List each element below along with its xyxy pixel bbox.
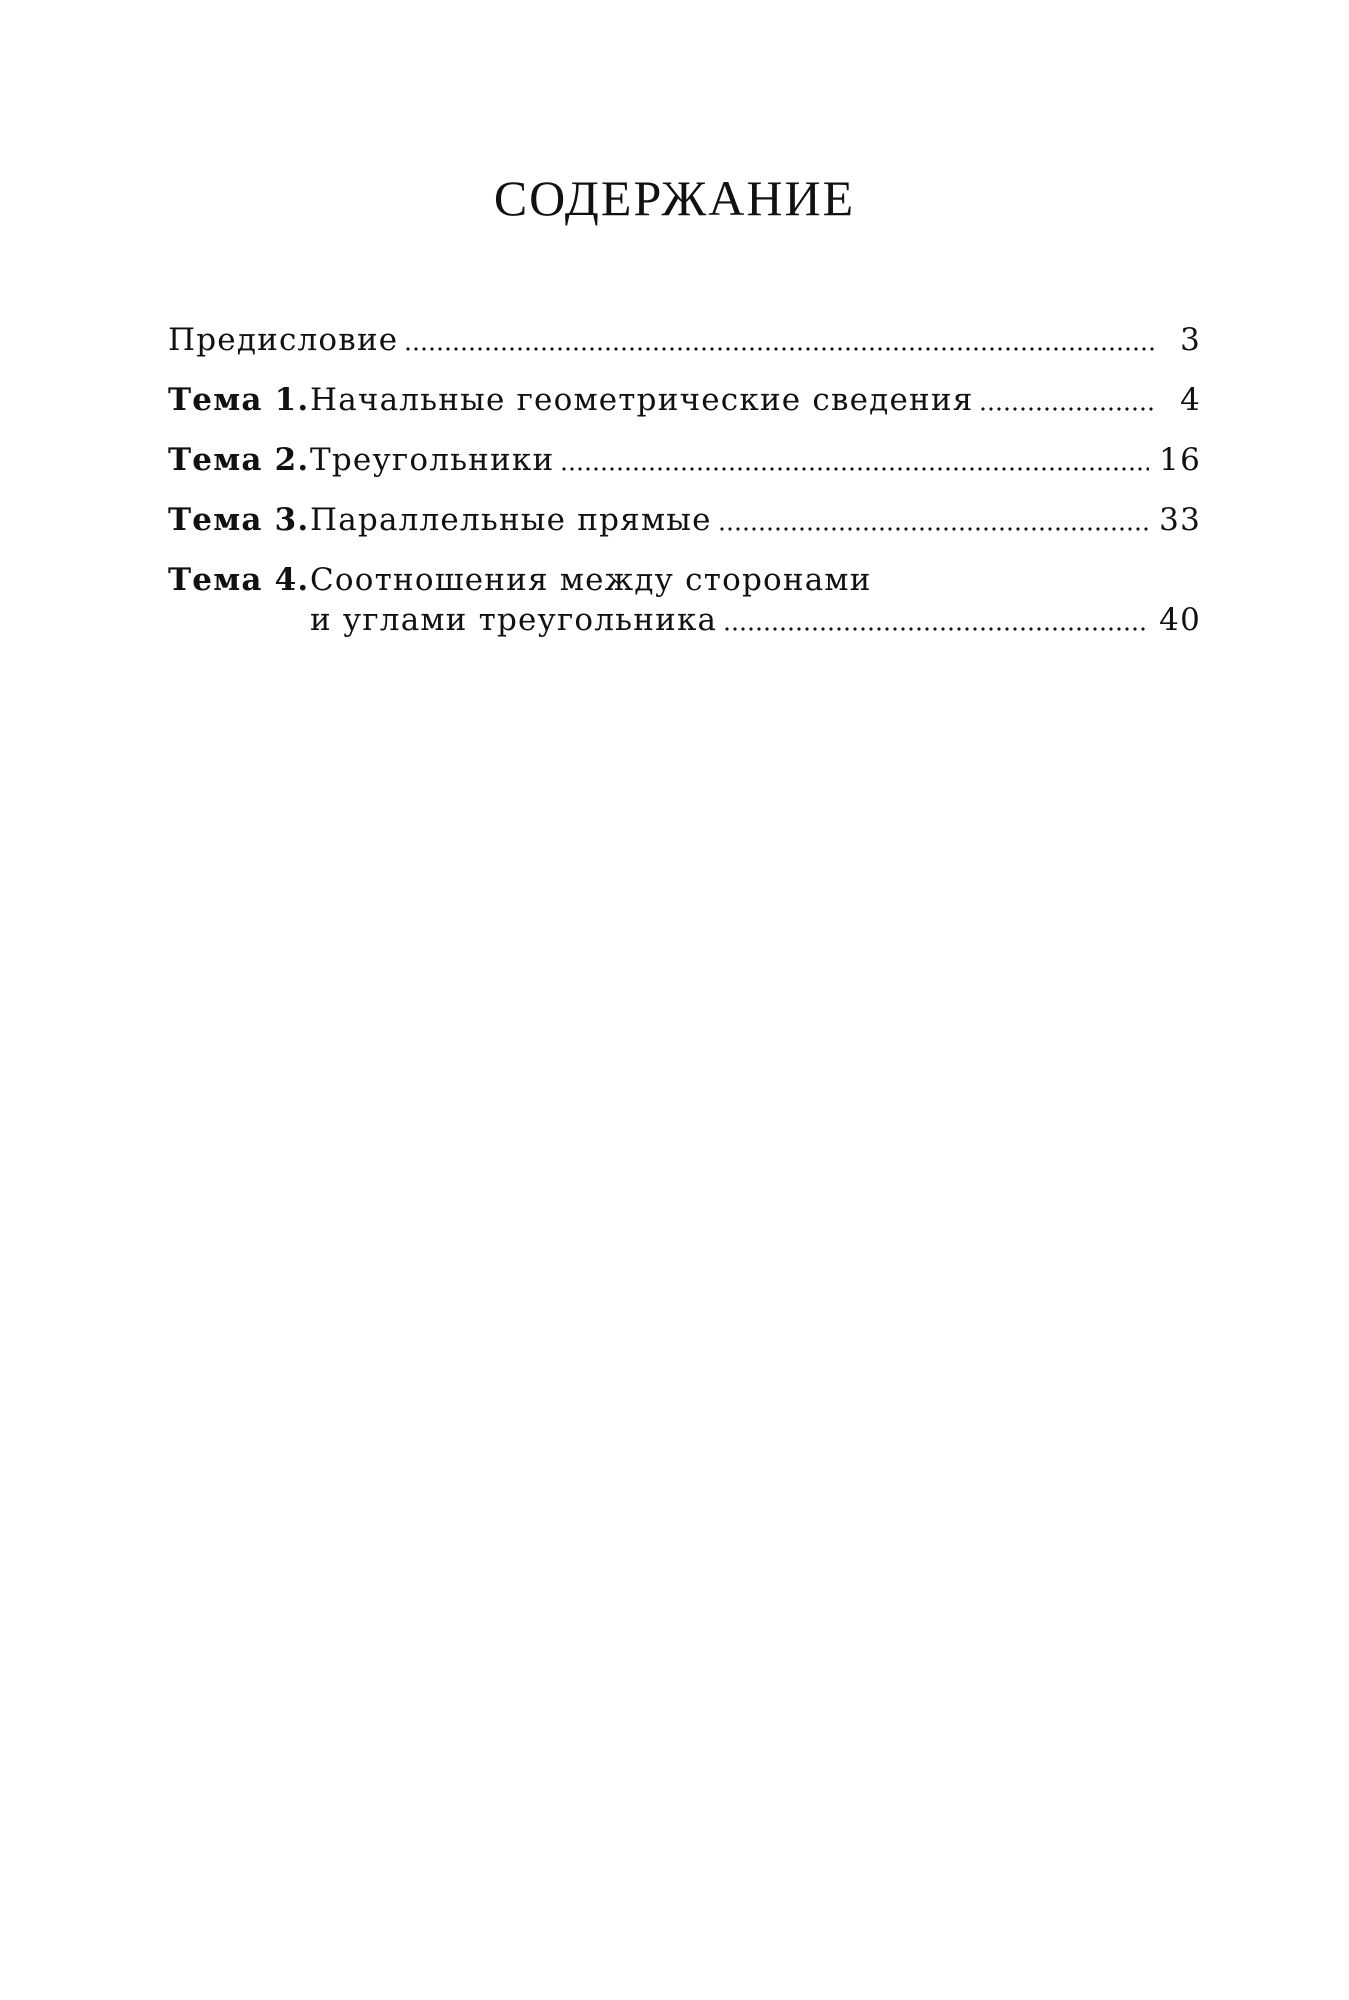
toc-page-number: 16	[1159, 442, 1201, 478]
toc-entry-title-line1: Соотношения между сторонами	[310, 562, 872, 598]
dot-leader	[404, 347, 1155, 351]
topic-number: 4.	[274, 562, 310, 598]
toc-page-number: 3	[1180, 322, 1201, 358]
dot-leader	[723, 627, 1149, 631]
toc-page-number: 33	[1159, 502, 1201, 538]
toc-entry-title: Треугольники	[310, 442, 555, 478]
toc-entry-title-line2: и углами треугольника	[310, 602, 718, 638]
toc-entry-title: Параллельные прямые	[310, 502, 712, 538]
title-line-2	[310, 600, 1201, 640]
dot-leader	[560, 467, 1149, 471]
topic-word: Тема	[168, 382, 263, 418]
topic-number: 1.	[274, 382, 310, 418]
toc-entry-topic-1[interactable]	[168, 380, 1201, 420]
topic-word: Тема	[168, 442, 263, 478]
toc-entry-topic-3[interactable]	[168, 500, 1201, 540]
topic-word: Тема	[168, 562, 263, 598]
toc-entry-topic-2[interactable]	[168, 440, 1201, 480]
topic-label	[168, 500, 310, 540]
toc-entry-preface[interactable]	[168, 320, 1201, 360]
toc-entry-title: Начальные геометрические сведения	[310, 382, 974, 418]
toc-entry-title: Предисловие	[168, 322, 399, 358]
topic-label	[168, 560, 310, 600]
topic-label	[168, 440, 310, 480]
title-line-1	[310, 560, 1201, 600]
page-title: СОДЕРЖАНИЕ	[493, 170, 856, 226]
topic-word: Тема	[168, 502, 263, 538]
topic-number: 3.	[274, 502, 310, 538]
toc-entry-topic-4[interactable]	[168, 560, 1201, 640]
toc-entry-title-block	[310, 560, 1201, 640]
topic-label	[168, 380, 310, 420]
dot-leader	[979, 407, 1155, 411]
dot-leader	[718, 527, 1149, 531]
table-of-contents	[168, 320, 1201, 660]
toc-page-number: 4	[1180, 382, 1201, 418]
toc-page-number: 40	[1159, 602, 1201, 638]
topic-number: 2.	[274, 442, 310, 478]
